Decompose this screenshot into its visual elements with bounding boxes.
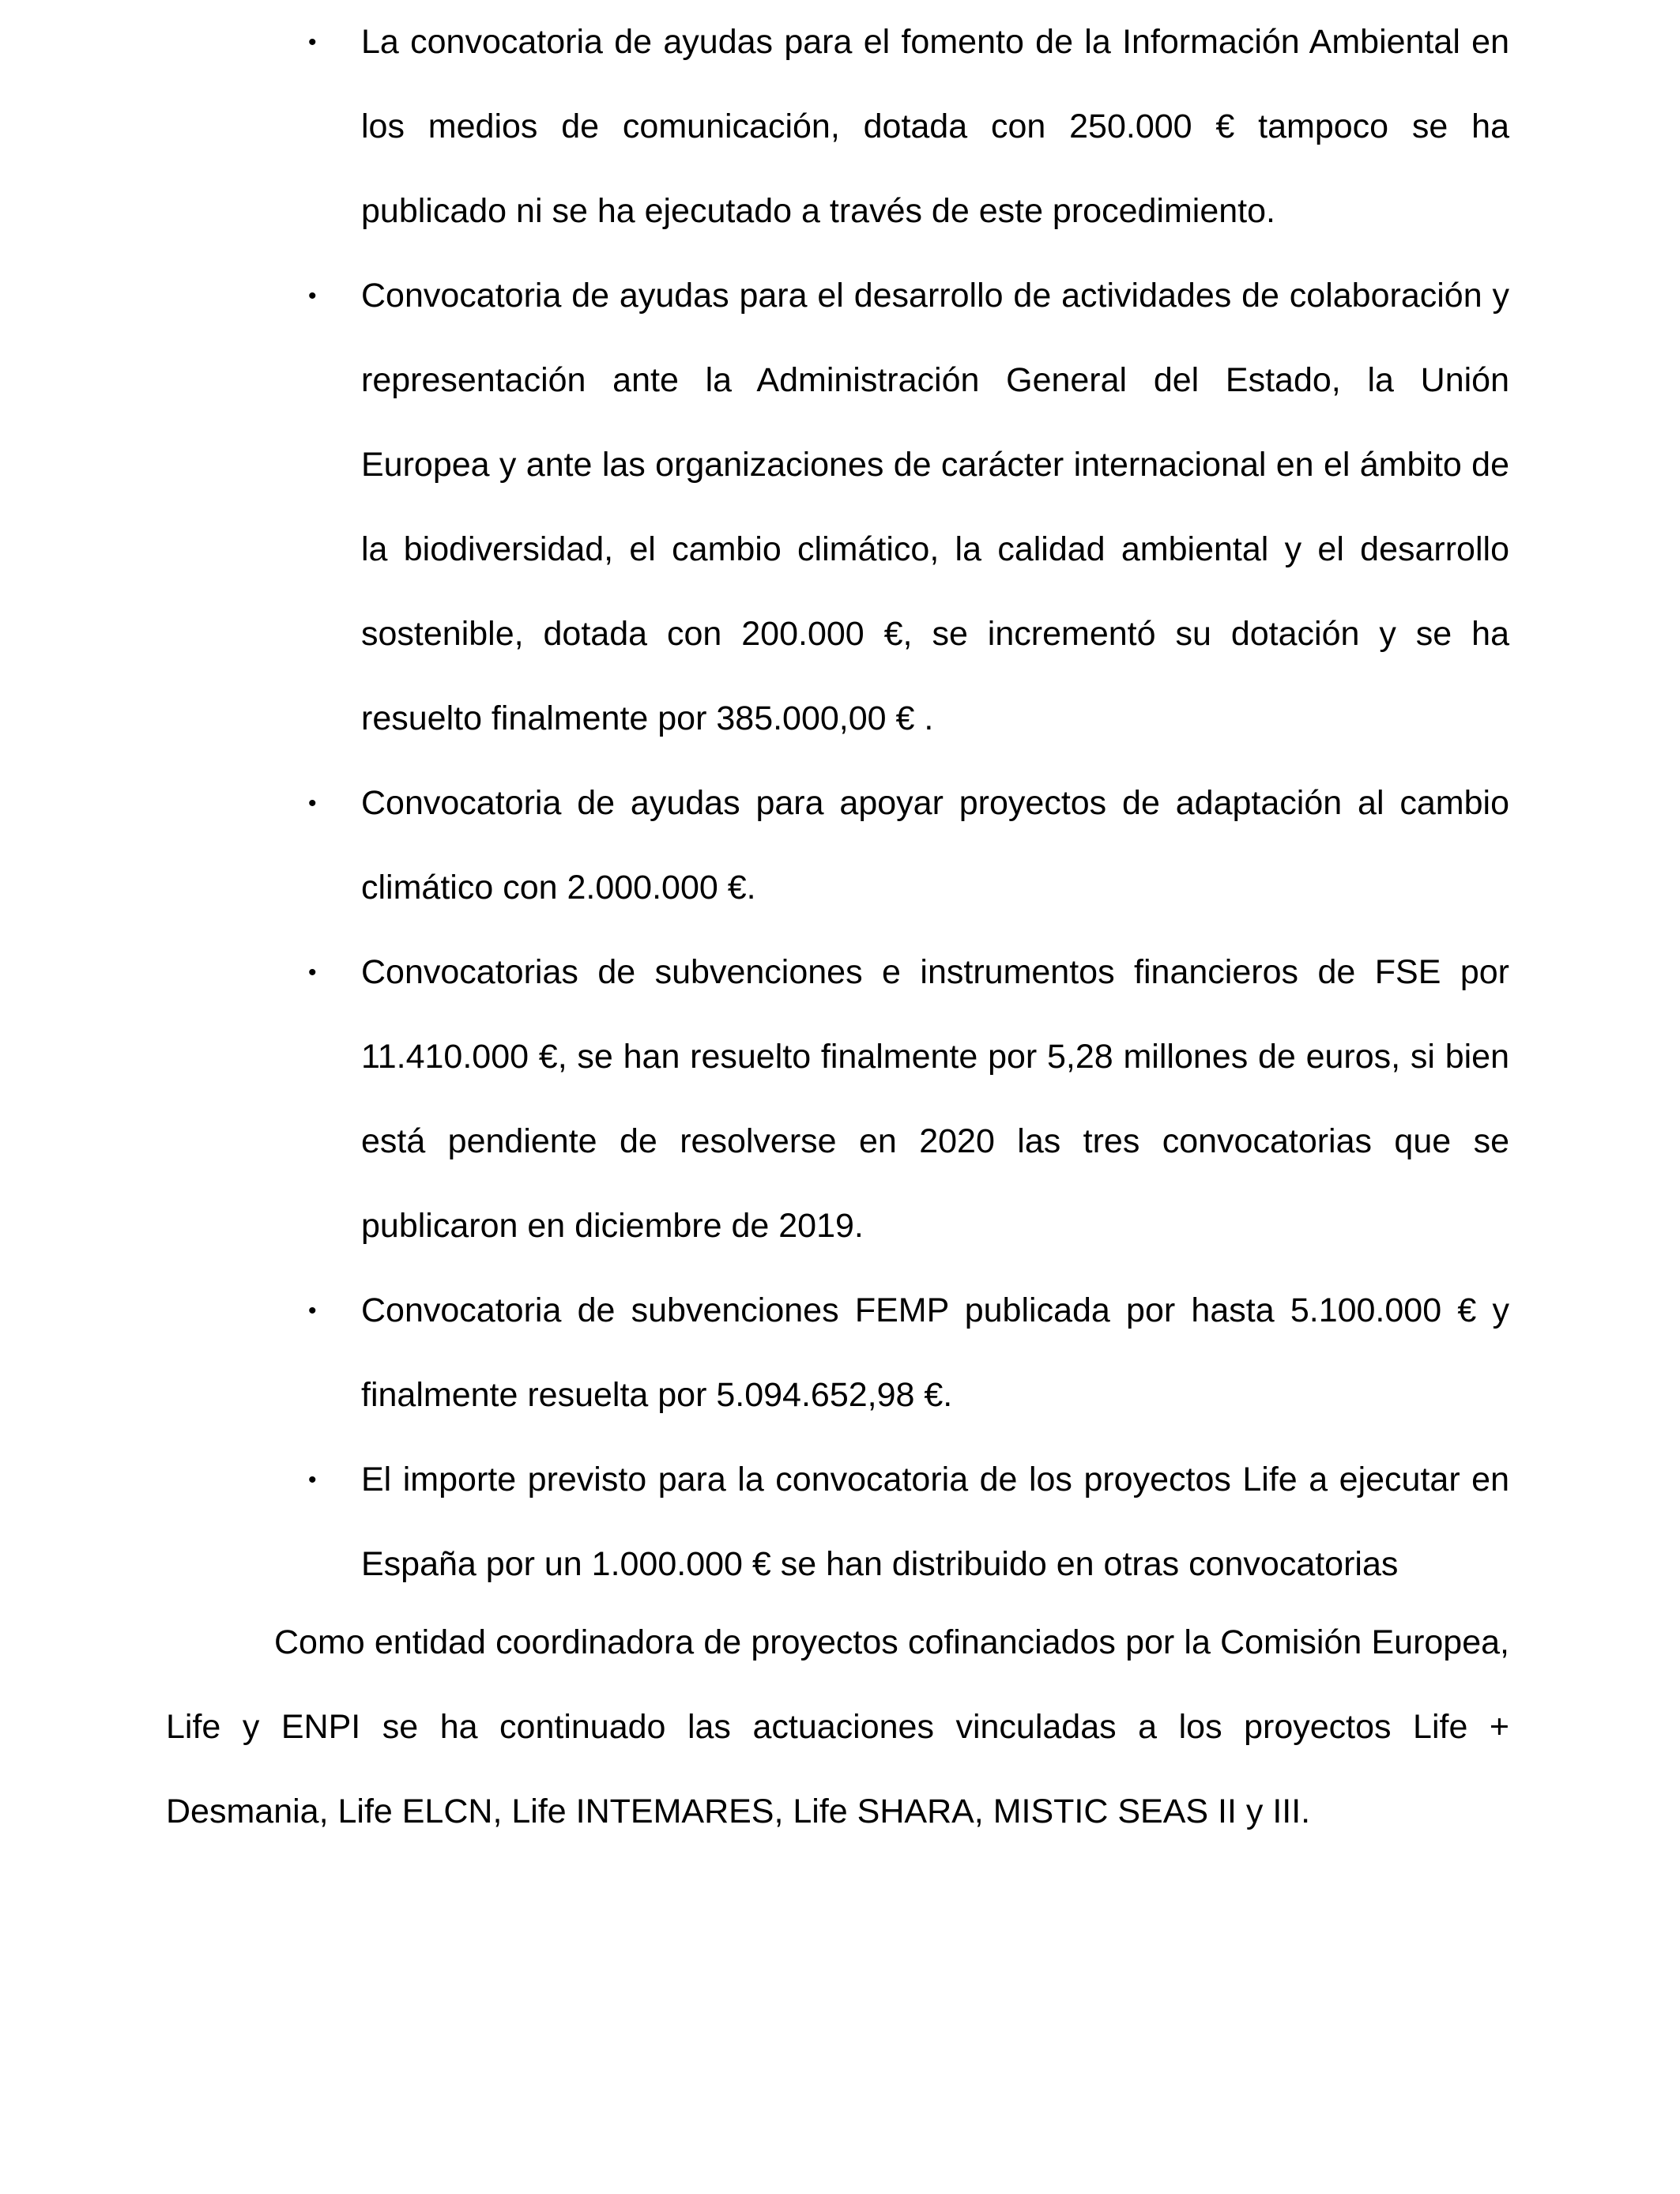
list-item-text: Convocatoria de subvenciones FEMP publicada por hasta 5.100.000 € y finalmente resuelta por 5.094.652,98 €. [361,1291,1509,1414]
list-item-text: Convocatorias de subvenciones e instrumentos financieros de FSE por 11.410.000 €, se han resuelto finalmente por 5,28 millones de euros, si bien está pendiente de resolverse en 2020 las tres convocatorias que se publicaron en diciembre de 2019. [361,953,1509,1245]
bullet-icon: • [308,1298,317,1324]
list-item-text: La convocatoria de ayudas para el fomento de la Información Ambiental en los medios de comunicación, dotada con 250.000 € tampoco se ha publicado ni se ha ejecutado a través de este procedimiento. [361,23,1509,230]
list-item [308,0,1509,254]
closing-paragraph: Como entidad coordinadora de proyectos cofinanciados por la Comisión Europea, Life y ENPI se ha continuado las actuaciones vinculadas a los proyectos Life + Desmania, Life ELCN, Life INTEMARES, Life SHARA, MISTIC SEAS II y III. [166,1623,1509,1830]
list-item-text: Convocatoria de ayudas para el desarrollo de actividades de colaboración y representación ante la Administración General del Estado, la Unión Europea y ante las organizaciones de carácter internacional en el ámbito de la biodiversidad, el cambio climático, la calidad ambiental y el desarrollo sostenible, dotada con 200.000 €, se incrementó su dotación y se ha resuelto finalmente por 385.000,00 € . [361,277,1509,737]
bullet-icon: • [308,283,317,309]
bullet-icon: • [308,790,317,816]
list-item [308,1438,1509,1607]
bullet-icon: • [308,959,317,986]
list-item [308,1269,1509,1438]
list-item [308,761,1509,930]
list-item-text: Convocatoria de ayudas para apoyar proyectos de adaptación al cambio climático con 2.000.000 €. [361,784,1509,907]
bullet-icon: • [308,1467,317,1493]
bullet-list [308,0,1509,1607]
bullet-icon: • [308,29,317,55]
list-item-text: El importe previsto para la convocatoria de los proyectos Life a ejecutar en España por un 1.000.000 € se han distribuido en otras convocatorias [361,1461,1509,1583]
list-item [308,930,1509,1269]
list-item [308,254,1509,761]
